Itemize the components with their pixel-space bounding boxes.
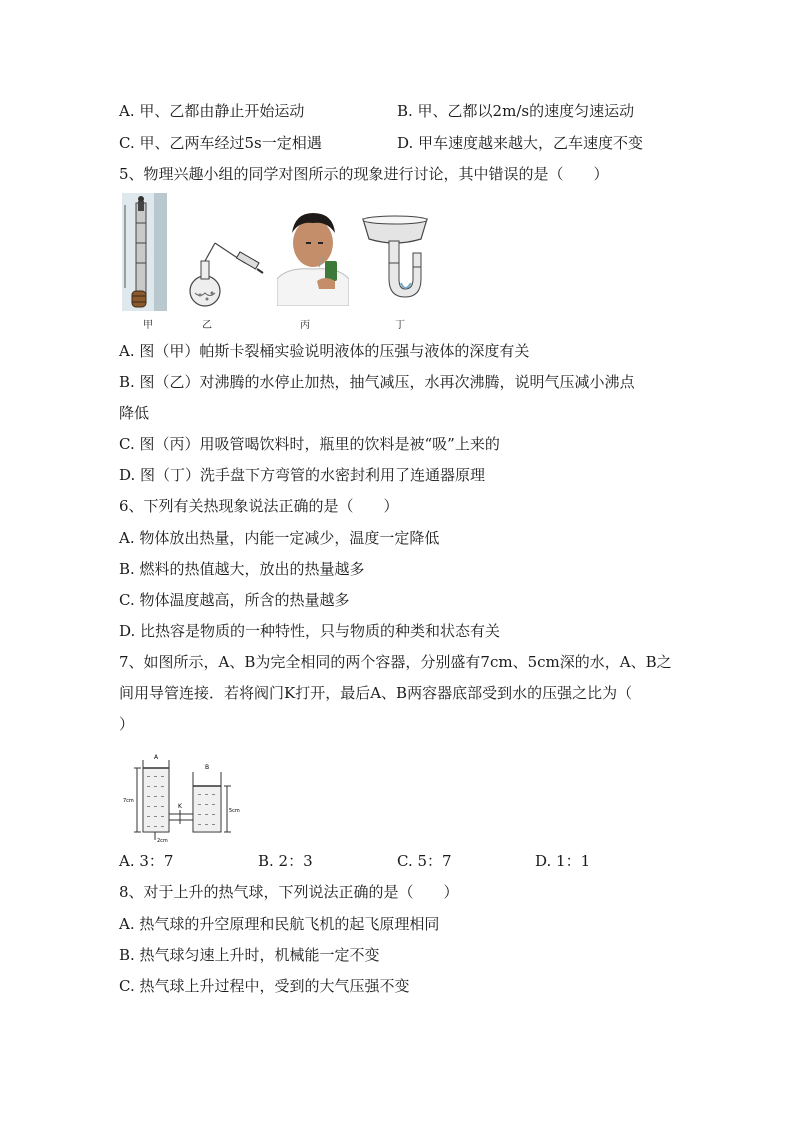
q5-option-b-cont: 降低: [119, 404, 150, 422]
q8-stem: 8、对于上升的热气球，下列说法正确的是（ ）: [119, 883, 459, 901]
q4-option-a: A. 甲、乙都由静止开始运动: [119, 102, 305, 120]
q5-option-c: C. 图（丙）用吸管喝饮料时，瓶里的饮料是被“吸”上来的: [119, 435, 500, 453]
dim-5cm-label: 5cm: [229, 808, 240, 814]
q7-option-c: C. 5：7: [397, 852, 452, 870]
caption-bing: 丙: [300, 320, 310, 331]
q8-option-c: C. 热气球上升过程中，受到的大气压强不变: [119, 977, 410, 995]
dim-7cm-label: 7cm: [123, 798, 134, 804]
q5-option-a: A. 图（甲）帕斯卡裂桶实验说明液体的压强与液体的深度有关: [119, 342, 530, 360]
q7-option-a: A. 3：7: [119, 852, 174, 870]
q5-option-d: D. 图（丁）洗手盘下方弯管的水密封利用了连通器原理: [119, 466, 486, 484]
caption-ding: 丁: [395, 320, 405, 331]
q6-option-a: A. 物体放出热量，内能一定减少，温度一定降低: [119, 529, 440, 547]
dim-2cm-label: 2cm: [157, 838, 168, 844]
q4-option-c: C. 甲、乙两车经过5s一定相遇: [119, 134, 322, 152]
figure-sink-trap: [361, 213, 431, 305]
q7-stem-line2: 间用导管连接．若将阀门K打开，最后A、B两容器底部受到水的压强之比为（: [119, 684, 633, 702]
q5-option-b: B. 图（乙）对沸腾的水停止加热，抽气减压，水再次沸腾，说明气压减小沸点: [119, 373, 635, 391]
valve-k-label: K: [178, 803, 182, 810]
q7-option-d: D. 1：1: [535, 852, 591, 870]
container-a-label: A: [154, 754, 159, 761]
figure-connected-containers: [123, 754, 241, 844]
q7-stem-line1: 7、如图所示，A、B为完全相同的两个容器，分别盛有7cm、5cm深的水，A、B之: [119, 653, 672, 671]
q4-option-b: B. 甲、乙都以2m/s的速度匀速运动: [397, 102, 635, 120]
q6-option-b: B. 燃料的热值越大，放出的热量越多: [119, 560, 365, 578]
figure-pascal-barrel: [122, 193, 167, 311]
figure-boy-drinking: [277, 209, 349, 306]
q7-stem-line3: ）: [119, 715, 135, 733]
q6-option-c: C. 物体温度越高，所含的热量越多: [119, 591, 350, 609]
q8-option-b: B. 热气球匀速上升时，机械能一定不变: [119, 946, 380, 964]
q7-option-b: B. 2：3: [258, 852, 313, 870]
q6-stem: 6、下列有关热现象说法正确的是（ ）: [119, 497, 399, 515]
q5-stem: 5、物理兴趣小组的同学对图所示的现象进行讨论，其中错误的是（ ）: [119, 165, 609, 183]
q4-option-d: D. 甲车速度越来越大，乙车速度不变: [397, 134, 644, 152]
q8-option-a: A. 热气球的升空原理和民航飞机的起飞原理相同: [119, 915, 440, 933]
figure-flask-syringe: [185, 233, 265, 311]
caption-jia: 甲: [143, 320, 153, 331]
q6-option-d: D. 比热容是物质的一种特性，只与物质的种类和状态有关: [119, 622, 501, 640]
container-b-label: B: [205, 764, 210, 771]
caption-yi: 乙: [202, 320, 212, 331]
